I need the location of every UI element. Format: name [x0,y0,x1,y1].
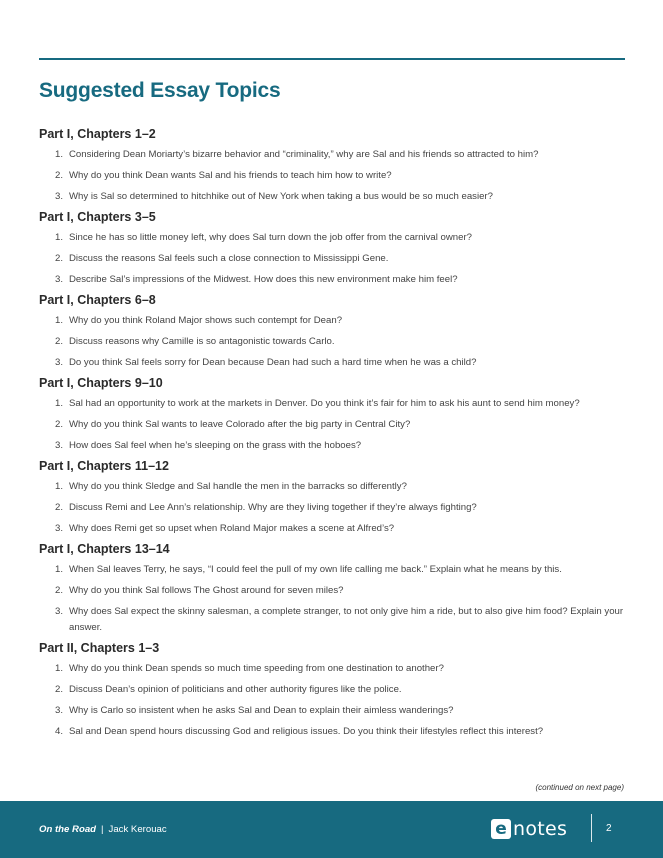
question-list [39,147,629,205]
question-text: Why is Sal so determined to hitchhike out of New York when taking a bus would be so much easier? [69,191,493,202]
question-list [39,661,629,740]
question-item [39,479,629,495]
question-list [39,396,629,454]
essay-section [39,376,629,454]
question-text: Do you think Sal feels sorry for Dean because Dean had such a hard time when he was a child? [69,357,477,368]
question-text: Discuss Remi and Lee Ann’s relationship. Why are they living together if they’re always fighting? [69,502,477,513]
question-number: 1. [54,232,63,243]
question-text: Why does Remi get so upset when Roland Major makes a scene at Alfred’s? [69,523,395,534]
question-item [39,334,629,350]
book-title: On the Road [39,824,97,835]
question-number: 3. [54,606,63,617]
question-text: When Sal leaves Terry, he says, “I could feel the pull of my own life calling me back.” Explain what he means by this. [69,564,562,575]
essay-section [39,542,629,636]
question-item [39,500,629,516]
question-item [39,147,629,163]
question-item [39,703,629,719]
question-text: Why does Sal expect the skinny salesman, a complete stranger, to not only give him a ride, but to also give him food? Explain your answer. [69,606,624,633]
question-number: 1. [54,315,63,326]
section-heading: Part I, Chapters 3–5 [39,210,156,224]
question-item [39,417,629,433]
footer-divider [591,814,592,842]
page-title: Suggested Essay Topics [39,79,281,102]
author-name: Jack Kerouac [108,824,167,835]
question-item [39,189,629,205]
question-number: 1. [54,398,63,409]
question-number: 2. [54,502,63,513]
question-text: Describe Sal’s impressions of the Midwest. How does this new environment make him feel? [69,274,458,285]
question-text: Why do you think Dean spends so much time speeding from one destination to another? [69,663,444,674]
question-text: Why is Carlo so insistent when he asks Sal and Dean to explain their aimless wanderings? [69,705,454,716]
question-number: 3. [54,440,63,451]
credit-separator: | [101,824,104,835]
essay-topics-list [39,127,629,745]
question-number: 3. [54,523,63,534]
question-text: Considering Dean Moriarty’s bizarre behavior and “criminality,” why are Sal and his friends so attracted to him? [69,149,539,160]
question-item [39,251,629,267]
question-number: 2. [54,585,63,596]
question-number: 3. [54,274,63,285]
question-number: 2. [54,170,63,181]
question-item [39,230,629,246]
question-list [39,479,629,537]
question-item [39,583,629,599]
question-number: 2. [54,336,63,347]
question-number: 2. [54,253,63,264]
essay-section [39,293,629,371]
question-text: Why do you think Dean wants Sal and his friends to teach him how to write? [69,170,392,181]
question-text: Sal had an opportunity to work at the markets in Denver. Do you think it’s fair for him to ask his aunt to send him money? [69,398,580,409]
question-text: Why do you think Sledge and Sal handle the men in the barracks so differently? [69,481,407,492]
question-item [39,396,629,412]
footer [0,801,663,858]
question-list [39,562,629,636]
question-item [39,604,629,636]
question-text: Discuss the reasons Sal feels such a close connection to Mississippi Gene. [69,253,389,264]
question-item [39,355,629,371]
question-number: 3. [54,705,63,716]
continued-note: (continued on next page) [535,783,624,792]
question-text: Why do you think Sal follows The Ghost around for seven miles? [69,585,344,596]
question-number: 1. [54,481,63,492]
question-item [39,661,629,677]
question-list [39,230,629,288]
question-text: How does Sal feel when he’s sleeping on the grass with the hoboes? [69,440,362,451]
question-item [39,521,629,537]
essay-section [39,641,629,740]
section-heading: Part I, Chapters 6–8 [39,293,156,307]
top-rule [39,58,625,60]
question-number: 1. [54,564,63,575]
page-number: 2 [606,823,612,834]
question-item [39,272,629,288]
question-item [39,438,629,454]
section-heading: Part I, Chapters 9–10 [39,376,163,390]
question-item [39,313,629,329]
question-text: Sal and Dean spend hours discussing God and religious issues. Do you think their lifestyles reflect this interest? [69,726,544,737]
question-item [39,168,629,184]
question-number: 4. [54,726,63,737]
section-heading: Part I, Chapters 1–2 [39,127,156,141]
question-list [39,313,629,371]
essay-section [39,127,629,205]
question-item [39,562,629,578]
enotes-e-icon: e [491,819,511,839]
question-text: Why do you think Sal wants to leave Colorado after the big party in Central City? [69,419,411,430]
question-item [39,682,629,698]
enotes-logo-text: notes [513,818,568,840]
book-credit [39,824,167,835]
essay-section [39,459,629,537]
question-text: Why do you think Roland Major shows such contempt for Dean? [69,315,343,326]
question-text: Discuss Dean’s opinion of politicians and other authority figures like the police. [69,684,402,695]
question-number: 2. [54,684,63,695]
section-heading: Part I, Chapters 13–14 [39,542,170,556]
enotes-logo[interactable] [491,818,567,840]
section-heading: Part I, Chapters 11–12 [39,459,169,473]
essay-section [39,210,629,288]
question-text: Discuss reasons why Camille is so antagonistic towards Carlo. [69,336,335,347]
question-text: Since he has so little money left, why does Sal turn down the job offer from the carnival owner? [69,232,472,243]
question-item [39,724,629,740]
question-number: 3. [54,191,63,202]
question-number: 3. [54,357,63,368]
question-number: 1. [54,149,63,160]
section-heading: Part II, Chapters 1–3 [39,641,160,655]
question-number: 2. [54,419,63,430]
question-number: 1. [54,663,63,674]
